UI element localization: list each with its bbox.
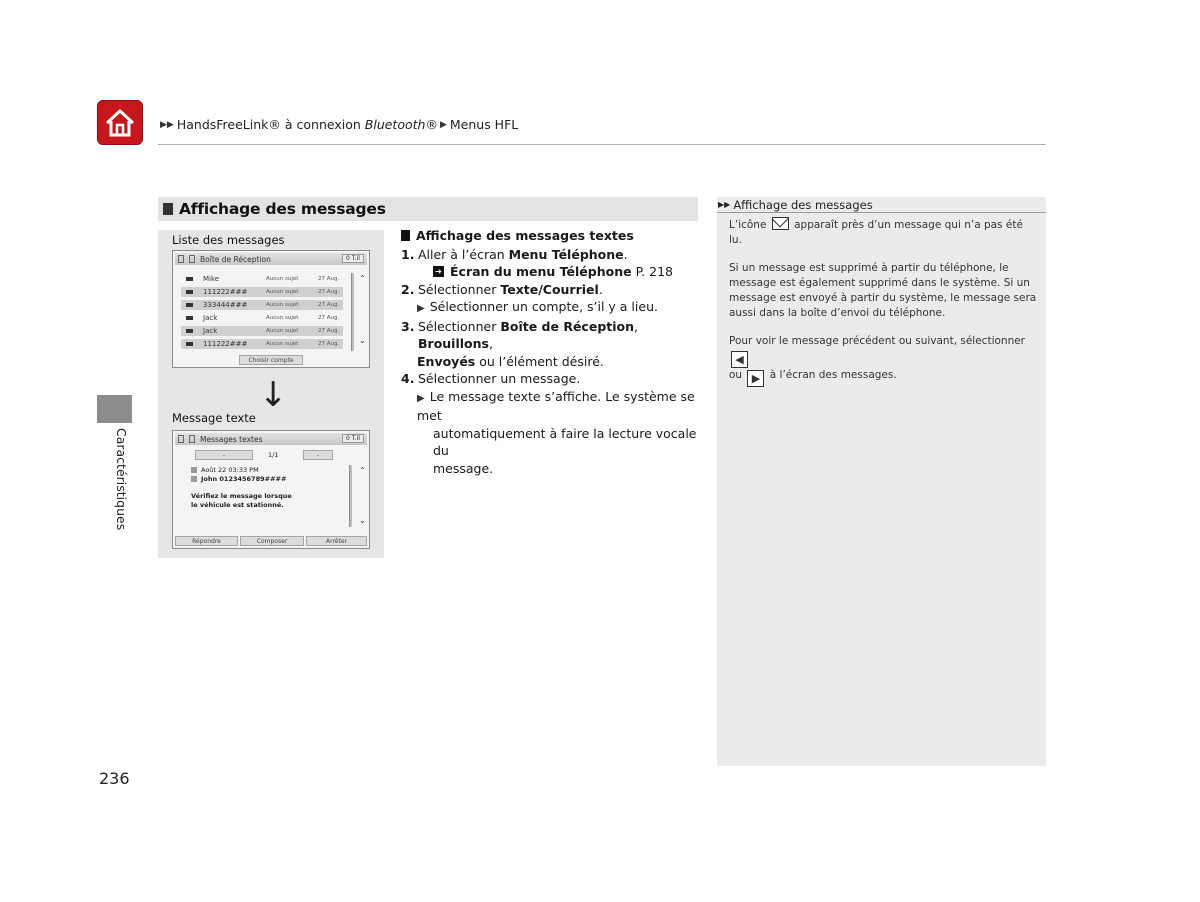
- step-2-detail: ▶ Sélectionner un compte, s’il y a lieu.: [417, 299, 658, 314]
- envelope-icon: [186, 329, 193, 333]
- message-scrollbar[interactable]: [349, 465, 352, 527]
- message-body-line: le véhicule est stationné.: [191, 501, 284, 509]
- inbox-screen: [172, 250, 370, 368]
- message-screen: [172, 430, 370, 549]
- signal-status-icon: 0 T.il: [342, 434, 364, 443]
- envelope-icon: [186, 316, 193, 320]
- down-arrow-icon: ↓: [259, 375, 288, 415]
- step-4-detail: ▶ Le message texte s’affiche. Le système se met: [417, 388, 695, 423]
- section-header: [158, 197, 698, 221]
- signal-status-icon: 0 T.il: [342, 254, 364, 263]
- note-paragraph: Pour voir le message précédent ou suivant, sélectionner ◀ ou ▶ à l’écran des messages.: [729, 335, 1025, 385]
- envelope-icon: [772, 217, 789, 230]
- breadcrumb-arrow-icon: ▶: [439, 119, 447, 130]
- envelope-icon: [186, 342, 193, 346]
- message-row[interactable]: 333444### Aucun sujet 27 Aug.: [181, 300, 343, 310]
- subheading: Affichage des messages textes: [401, 227, 701, 245]
- previous-arrow-icon: ◀: [731, 351, 748, 368]
- note-marker-icon: ▶▶: [718, 200, 731, 209]
- message-body-line: Vérifiez le message lorsque: [191, 492, 292, 500]
- stop-button[interactable]: Arrêter: [306, 536, 367, 546]
- home-icon: [104, 108, 136, 138]
- breadcrumb-item-handsfreelink[interactable]: HandsFreeLink® à connexion Bluetooth®: [176, 117, 438, 132]
- step-4-detail-line: message.: [433, 460, 494, 476]
- reply-button[interactable]: Répondre: [175, 536, 238, 546]
- calendar-icon: [191, 467, 197, 473]
- step-4-detail-line: automatiquement à faire la lecture vocale du: [433, 425, 697, 458]
- message-row[interactable]: Jack Aucun sujet 27 Aug.: [181, 326, 343, 336]
- note-paragraph: Si un message est supprimé à partir du téléphone, le message est également supprimé dans le système. Si un message est envoyé à partir du système, le message sera aussi dans la boîte d’envoi du téléphone.: [729, 262, 1037, 319]
- message-row[interactable]: Mike Aucun sujet 27 Aug.: [181, 274, 343, 284]
- previous-message-button[interactable]: -: [195, 450, 253, 460]
- envelope-icon: [186, 290, 193, 294]
- contact-icon: [191, 476, 197, 482]
- inbox-screen-header: [175, 253, 367, 265]
- note-paragraph: L’icône apparaît près d’un message qui n’a pas été lu.: [729, 219, 1023, 246]
- breadcrumb: [160, 117, 520, 132]
- subheading-square-icon: [401, 230, 410, 241]
- step-2: 2. Sélectionner Texte/Courriel.: [401, 281, 603, 297]
- notes-heading: ▶▶ Affichage des messages: [717, 197, 1046, 213]
- phone-icon: [178, 255, 184, 263]
- breadcrumb-item-menus-hfl[interactable]: Menus HFL: [449, 117, 519, 132]
- inbox-icon: [189, 255, 195, 263]
- chapter-tab[interactable]: [97, 395, 132, 423]
- message-row[interactable]: 111222### Aucun sujet 27 Aug.: [181, 339, 343, 349]
- step-4: 4. Sélectionner un message.: [401, 371, 581, 386]
- figure-label-message-list: Liste des messages: [172, 233, 285, 247]
- scroll-up-icon[interactable]: ⌃: [359, 274, 366, 283]
- reference-arrow-icon: ➔: [433, 266, 444, 277]
- next-arrow-icon: ▶: [747, 370, 764, 387]
- message-date: Août 22 03:33 PM: [201, 466, 259, 474]
- message-icon: [189, 435, 195, 443]
- notes-panel: [717, 197, 1046, 766]
- step-3-continued: Envoyés ou l’élément désiré.: [417, 353, 604, 369]
- message-row[interactable]: Jack Aucun sujet 27 Aug.: [181, 313, 343, 323]
- inbox-scrollbar[interactable]: [351, 273, 354, 351]
- phone-icon: [178, 435, 184, 443]
- inbox-title: Boîte de Réception: [200, 254, 271, 264]
- envelope-icon: [186, 303, 193, 307]
- chapter-label: Caractéristiques: [114, 428, 129, 531]
- step-1: 1. Aller à l’écran Menu Téléphone.: [401, 246, 628, 262]
- scroll-up-icon[interactable]: ⌃: [359, 466, 366, 475]
- step-3: 3. Sélectionner Boîte de Réception, Brouillons,: [401, 318, 638, 351]
- message-sender: John 0123456789####: [201, 475, 287, 483]
- scroll-down-icon[interactable]: ⌄: [359, 516, 366, 525]
- breadcrumb-arrow-icon: ▶▶: [160, 119, 174, 130]
- result-arrow-icon: ▶: [417, 392, 425, 404]
- message-screen-header: [175, 433, 367, 445]
- next-message-button[interactable]: -: [303, 450, 333, 460]
- header-divider: [158, 144, 1046, 145]
- cross-reference-link[interactable]: ➔ Écran du menu Téléphone P. 218: [433, 263, 701, 281]
- notes-body: [729, 217, 1037, 400]
- choose-account-button[interactable]: Choisir compte: [239, 355, 303, 365]
- instructions: [401, 227, 701, 477]
- compose-button[interactable]: Composer: [240, 536, 304, 546]
- section-square-icon: [163, 203, 173, 215]
- message-title: Messages textes: [200, 434, 263, 444]
- section-title: Affichage des messages: [179, 200, 386, 218]
- page-number: 236: [99, 769, 130, 788]
- scroll-down-icon[interactable]: ⌄: [359, 336, 366, 345]
- result-arrow-icon: ▶: [417, 303, 425, 314]
- message-pager: 1/1: [268, 451, 279, 459]
- message-row[interactable]: 111222### Aucun sujet 27 Aug.: [181, 287, 343, 297]
- envelope-icon: [186, 277, 193, 281]
- figure-label-text-message: Message texte: [172, 411, 256, 425]
- home-button[interactable]: [97, 100, 143, 145]
